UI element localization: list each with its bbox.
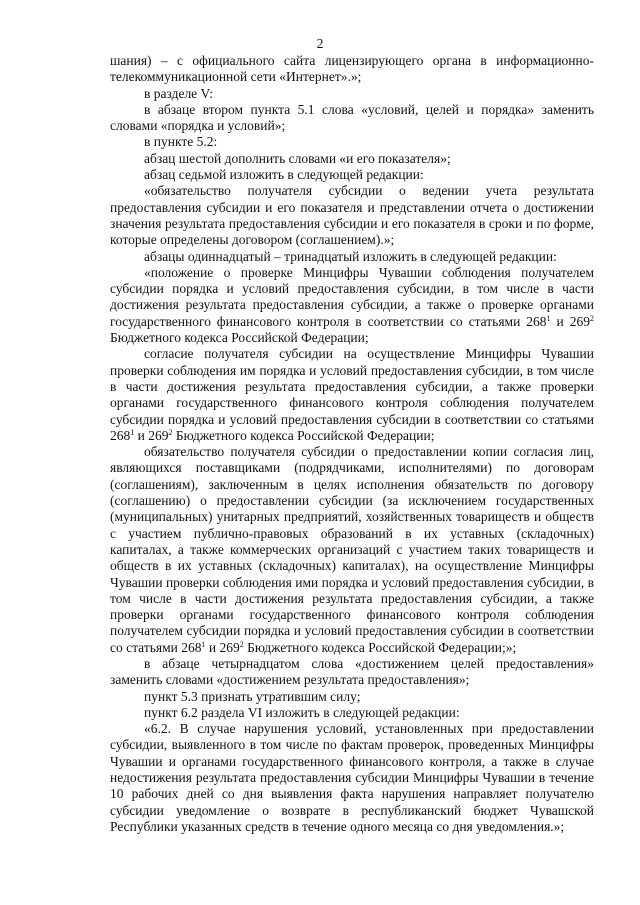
superscript: 2 — [239, 639, 244, 649]
paragraph-item-5-3: пункт 5.3 признать утратившим силу; — [144, 688, 361, 704]
paragraph-text: Бюджетного кодекса Российской Федерации; — [110, 330, 369, 346]
document-body — [110, 53, 594, 835]
paragraph-text: обязательство получателя субсидии о предоставлении копии согласия лиц, являющихся поставщиками (подрядчиками, исполнителями) по договорам (соглашениям), заключенным в целях исполнения обязательств по договору (соглашению) о предоставлении субсидии (за исключением государственных (муниципальных) унитарных предприятий, хозяйственных товариществ и обществ с участием публично-правовых образований в их уставных (складочных) капиталах, а также коммерческих организаций с участием таких товариществ и обществ в их уставных (складочных) капиталах), на осуществление Минцифры Чувашии проверки соблюдения ими порядка и условий предоставления субсидии, в том числе в части достижения результата предоставления субсидии, а также проверки органами государственного финансового контроля соблюдения получателем субсидии порядка и условий предоставления субсидии в соответствии со статьями 268 — [110, 444, 594, 655]
paragraph-consent — [110, 346, 594, 444]
paragraph-text: Бюджетного кодекса Российской Федерации; — [172, 427, 435, 443]
paragraph-text: Бюджетного кодекса Российской Федерации;»; — [243, 639, 517, 655]
superscript: 1 — [201, 639, 206, 649]
paragraph-text: «положение о проверке Минцифры Чувашии соблюдения получателем субсидии порядка и условий предоставления субсидии, в том числе в части достижения результата предоставления субсидии, а также о проверке органами государственного финансового контроля в соответствии со статьями 268 — [110, 264, 594, 329]
paragraph-item-6-2: пункт 6.2 раздела VI изложить в следующей редакции: — [144, 704, 460, 720]
paragraph-obligation-quote: «обязательство получателя субсидии о ведении учета результата предоставления субсидии и его показателя и представлении отчета о достижении значения результата предоставления субсидии и его показателя в сроки и по форме, которые определены договором (соглашением).»; — [110, 183, 594, 248]
paragraph-item-5-2: в пункте 5.2: — [144, 134, 218, 150]
paragraph-section-v: в разделе V: — [144, 85, 214, 101]
superscript: 1 — [546, 313, 551, 323]
paragraph-item-6-2-quote: «6.2. В случае нарушения условий, установленных при предоставлении субсидии, выявленного в том числе по фактам проверок, проведенных Минцифры Чувашии и органами государственного финансового контроля, а также в случае недостижения результата предоставления субсидии Минцифры Чувашии в течение 10 рабочих дней со дня выявления факта нарушения направляет получателю субсидии уведомление о возврате в республиканский бюджет Чувашской Республики указанных средств в течение одного месяца со дня уведомления.»; — [110, 721, 594, 834]
page-number: 2 — [316, 36, 324, 51]
paragraph-seventh-abzac: абзац седьмой изложить в следующей редакции: — [144, 167, 424, 183]
superscript: 1 — [130, 427, 135, 437]
paragraph-text: и 269 — [134, 427, 169, 443]
superscript: 2 — [168, 427, 173, 437]
paragraph-eleventh-thirteenth: абзацы одиннадцатый – тринадцатый изложить в следующей редакции: — [144, 248, 557, 264]
paragraph-item-5-1: в абзаце втором пункта 5.1 слова «условий, целей и порядка» заменить словами «порядка и условий»; — [110, 101, 594, 134]
paragraph-continuation: шания) – с официального сайта лицензирующего органа в информационно-телекоммуникационной сети «Интернет».»; — [110, 53, 594, 85]
paragraph-text: и 269 — [550, 313, 590, 329]
paragraph-copy-consent — [110, 444, 594, 656]
superscript: 2 — [590, 313, 594, 323]
paragraph-fourteenth-abzac: в абзаце четырнадцатом слова «достижением целей предоставления» заменить словами «достижением результата предоставления»; — [110, 655, 594, 688]
paragraph-text: и 269 — [205, 639, 240, 655]
paragraph-text: согласие получателя субсидии на осуществление Минцифры Чувашии проверки соблюдения им порядка и условий предоставления субсидии, в том числе в части достижения результата предоставления субсидии, а также проверки органами государственного финансового контроля соблюдения получателем субсидии порядка и условий предоставления субсидии в соответствии со статьями 268 — [110, 346, 594, 443]
paragraph-provision-check — [110, 265, 594, 346]
paragraph-sixth-abzac: абзац шестой дополнить словами «и его показателя»; — [144, 150, 451, 166]
